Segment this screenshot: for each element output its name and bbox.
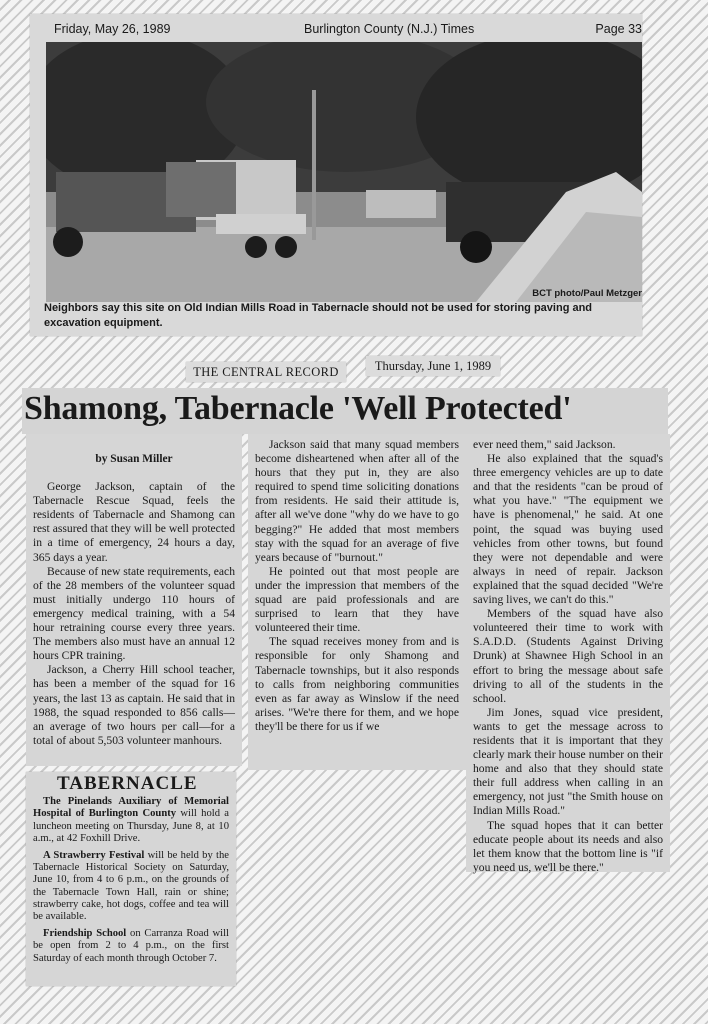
headline-strip <box>22 388 668 434</box>
article-paragraph: George Jackson, captain of the Tabernacle Rescue Squad, feels the residents of Tabernacle and Shamong can rest assured that they will be well protected in a time of emergency, 24 hours a day, 365 days a year. <box>33 480 235 564</box>
article-headline: Shamong, Tabernacle 'Well Protected' <box>24 390 572 427</box>
photo-clipping <box>30 14 642 336</box>
clipping-date: Friday, May 26, 1989 <box>54 22 171 36</box>
article-paragraph: Members of the squad have also volunteered their time to work with S.A.D.D. (Students Against Driving Drunk) at Shawnee High School in an effort to bring the message about safe driving to all of the students in the school. <box>473 607 663 705</box>
article-paragraph: ever need them," said Jackson. <box>473 438 616 451</box>
photo-scene-illustration <box>46 42 642 302</box>
clipping-page-number: Page 33 <box>595 22 642 36</box>
notice-lead: The Pinelands Auxiliary of Memorial Hospital of Burlington County <box>33 796 229 820</box>
article-column-2 <box>248 434 466 770</box>
record-date-tag: Thursday, June 1, 1989 <box>366 356 500 376</box>
article-paragraph: Jackson said that many squad members become disheartened when after all of the hours that they put in, they are also required to spend time soliciting donations from residents. He said their attitude is, after all we've done "why do we have to go begging?" He added that most members stay with the squad for an average of five years because of "burnout." <box>255 438 459 564</box>
photo-credit: BCT photo/Paul Metzger <box>532 288 642 299</box>
notice-lead: A Strawberry Festival <box>43 850 145 862</box>
article-paragraph: Because of new state requirements, each of the 28 members of the volunteer squad must initially undergo 110 hours of emergency medical training, with a 54 hour retraining course every three years. The members also must have an annual 12 hours CPR training. <box>33 564 235 663</box>
article-paragraph: He pointed out that most people are under the impression that members of the squad are paid professionals and are surprised to learn that they have volunteered their time. <box>255 564 459 635</box>
notice-text: will hold a luncheon meeting on Thursday, June 8, at 10 a.m., at 42 Foxhill Drive. <box>33 808 230 844</box>
article-column-1 <box>26 434 242 766</box>
tabernacle-notices <box>26 772 236 986</box>
notice-item <box>33 928 229 965</box>
notice-item <box>33 850 229 923</box>
article-paragraph: The squad hopes that it can better educate people about its needs and also let them know that the bottom line is "if you need us, we'll be there." <box>473 818 663 874</box>
article-paragraph: Jim Jones, squad vice president, wants to get the message across to residents that it is important that they clearly mark their house number on their home and also that they should state their full address when calling in an emergency, not just "the Smith house on Indian Mills Road." <box>473 705 663 818</box>
notice-text: on Carranza Road will be open from 2 to 4 p.m., on the first Saturday of each month through October 7. <box>33 928 229 964</box>
article-paragraph: The squad receives money from and is responsible for only Shamong and Tabernacle townships, but it also responds to calls from neighboring communities even as far away as Winslow if the need arises. "We're there for them, and we hope they'll be there for us if we <box>255 635 459 733</box>
article-paragraph: He also explained that the squad's three emergency vehicles are up to date and that the residents "can be proud of what you have." "The equipment we have is phenomenal," he said. At one point, the squad was buying used vehicles from other towns, but found they were not dependable and were always in need of repair. Jackson explained that the squad decided "We're saving lives, we can't do this." <box>473 452 663 607</box>
tabernacle-title: TABERNACLE <box>57 773 198 794</box>
notice-item <box>33 796 229 845</box>
notice-lead: Friendship School <box>43 928 127 940</box>
clipping-header <box>48 22 642 40</box>
article-column-3 <box>466 434 670 872</box>
notice-text: will be held by the Tabernacle Historical Society on Saturday, June 10, from 4 to 6 p.m., on the grounds of the Tabernacle Town Hall, rain or shine; strawberry cake, hot dogs, coffee and tea will be available. <box>33 850 230 923</box>
news-photo <box>46 42 642 302</box>
photo-caption: Neighbors say this site on Old Indian Mills Road in Tabernacle should not be used for storing paving and excavation equipment. <box>44 302 593 329</box>
article-byline: by Susan Miller <box>95 453 173 465</box>
article-paragraph: Jackson, a Cherry Hill school teacher, has been a member of the squad for 16 years, the last 13 as captain. He said that in 1988, the squad responded to 856 calls—an average of two hours per call—for a total of about 5,503 volunteer manhours. <box>33 663 235 747</box>
clipping-paper-name: Burlington County (N.J.) Times <box>304 22 475 36</box>
record-paper-tag: THE CENTRAL RECORD <box>186 362 346 382</box>
